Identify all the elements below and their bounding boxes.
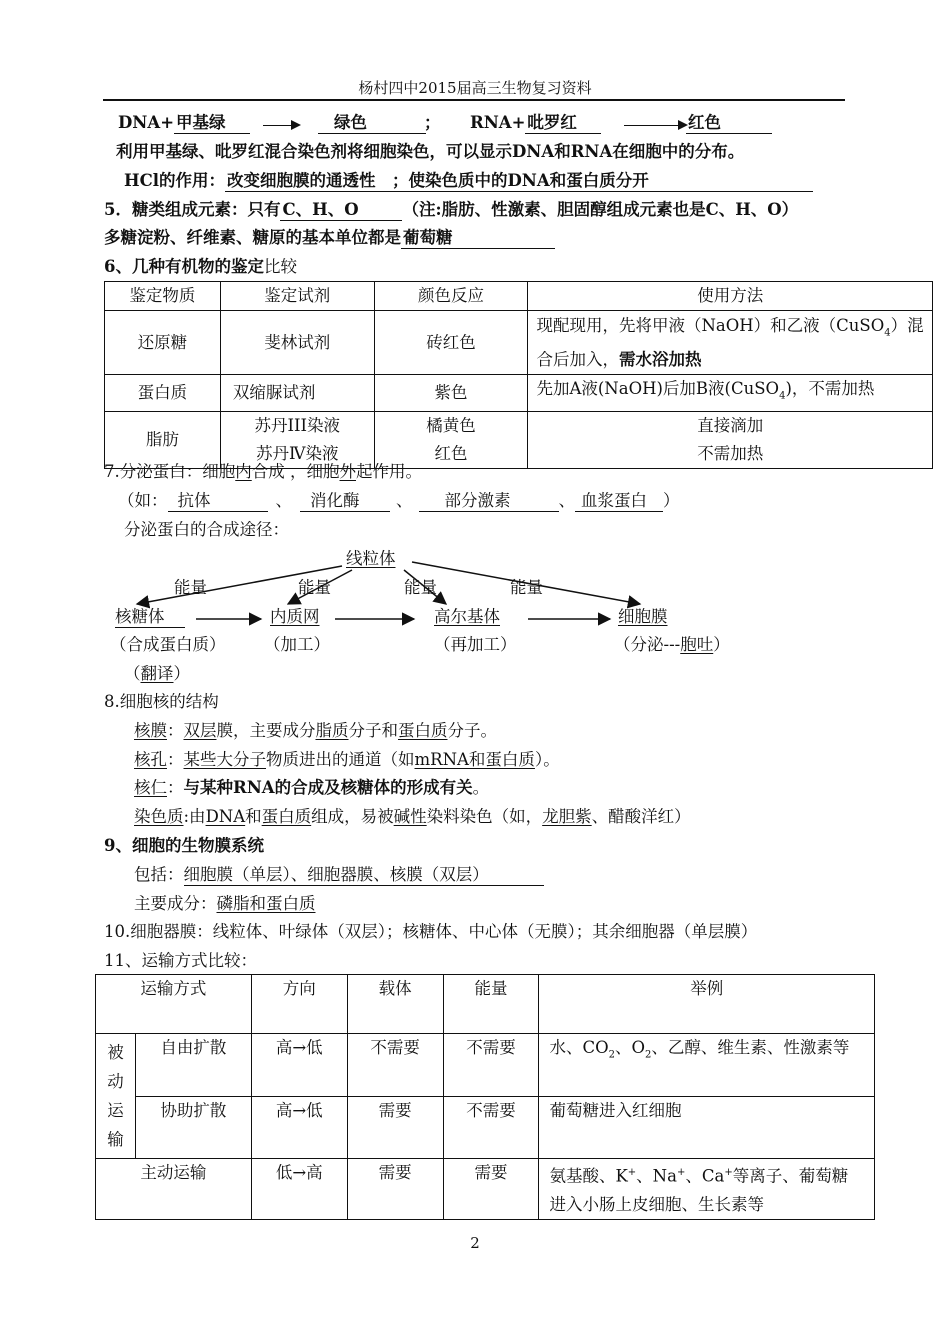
nuclear-envelope-label: 核膜 [134,721,167,740]
example-text: 、Na [636,1166,677,1186]
includes-label: 包括： [134,865,184,884]
table-row [96,1034,875,1097]
table-cell: 斐林试剂 [220,311,374,375]
table-cell [539,1034,875,1097]
stain-distribution-line: 利用甲基绿、吡罗红混合染色剂将细胞染色，可以显示DNA和RNA在细胞中的分布。 [116,142,745,161]
table-cell: 主动运输 [96,1159,252,1220]
table-cell: 需要 [347,1159,443,1220]
table-cell [539,1159,875,1220]
eg-enzyme: 消化酶 [300,491,390,512]
biomembrane-includes [134,864,544,886]
chromatin-label: 染色质 [134,807,184,826]
color-line: 橘黄色 [426,415,476,435]
rna-reagent: 吡罗红 [525,113,601,134]
table-cell: 自由扩散 [135,1034,251,1097]
table-header-cell: 鉴定试剂 [220,282,374,311]
table-header-cell: 能量 [443,975,539,1034]
energy-label-3: 能量 [404,578,437,597]
secretory-outside: 外 [339,462,356,481]
rna-color: 红色 [686,113,772,134]
method-text: ）混 [890,316,924,335]
table-cell: 高→低 [251,1034,347,1097]
membrane-note [614,634,730,656]
secretory-inside: 内 [235,462,252,481]
underlined-text: 蛋白质 [261,807,312,826]
reagent-line: 苏丹III染液 [254,415,341,435]
membrane-note-text: （分泌--- [614,635,681,654]
underlined-text: 碱性 [393,807,427,826]
table-header-cell: 载体 [347,975,443,1034]
biomembrane-composition [134,893,316,915]
example-text: 、Ca [685,1166,725,1186]
text: 分子和 [348,721,398,740]
nuclear-pore-label: 核孔 [134,750,167,769]
table-row [96,1159,875,1220]
secretory-text: 起作用。 [356,462,422,481]
underlined-text: 脂质 [315,721,349,740]
table-header-cell: 举例 [539,975,875,1034]
table-header-cell: 运输方式 [96,975,252,1034]
method-text: 合后加入， [536,350,619,370]
table-header-cell: 使用方法 [528,282,933,311]
energy-label-2: 能量 [298,578,331,597]
eg-sep: 、 [275,491,292,510]
page-header-title: 杨村四中2015届高三生物复习资料 [358,79,592,97]
example-sub: 2 [645,1049,652,1061]
example-text: 氨基酸、K [549,1166,628,1186]
ribosome-note: （合成蛋白质） [110,635,226,654]
translation-underlined: 翻译 [140,664,174,683]
energy-label-4: 能量 [510,578,543,597]
dna-reagent: 甲基绿 [174,113,250,134]
method-text: 现配现用，先将甲液（NaOH）和乙液（CuSO [536,316,885,335]
hcl-value: 改变细胞膜的通透性 ；使染色质中的DNA和蛋白质分开 [225,171,813,192]
identify-title-bold: 6、几种有机物的鉴定 [104,257,264,276]
chromatin-line [134,806,691,828]
membrane-label: 细胞膜 [618,607,668,626]
sugar-prefix: 5．糖类组成元素：只有 [104,200,281,219]
nucleus-title: 8.细胞核的结构 [104,692,219,711]
method-sub: 4 [884,327,891,339]
table-header-cell: 鉴定物质 [105,282,221,311]
organelle-membrane-line: 10.细胞器膜：线粒体、叶绿体（双层）；核糖体、中心体（无膜）；其余细胞器（单层膜） [104,922,758,941]
table-header-cell: 方向 [251,975,347,1034]
text: ： [167,778,184,797]
biomembrane-title: 9、细胞的生物膜系统 [104,836,264,855]
nucleolus-line [134,777,489,799]
eg-plasma-protein: 血浆蛋白 [575,491,663,512]
example-sup: + [676,1167,686,1178]
example-text: 等离子、葡萄糖 [732,1166,849,1186]
eg-sep: 、 [558,491,575,510]
er-label: 内质网 [270,607,320,626]
transport-table [95,974,875,1220]
polysaccharide-unit: 葡萄糖 [401,228,555,249]
translation-text: （ [124,664,141,683]
eg-close: ） [663,491,680,510]
table-cell: 低→高 [251,1159,347,1220]
translation-text: ） [173,664,190,683]
sugar-note: （注:脂肪、性激素、胆固醇组成元素也是C、H、O） [402,200,799,219]
energy-label-1: 能量 [174,578,207,597]
method-sub: 4 [779,390,786,402]
eg-hormone: 部分激素 [419,491,559,512]
page-number: 2 [470,1234,480,1252]
transport-title: 11、运输方式比较： [104,951,257,970]
secretory-text: 7.分泌蛋白：细胞 [104,462,236,481]
composition-label: 主要成分： [134,894,217,913]
example-text: 水、CO [549,1038,609,1057]
sugar-elements: C、H、O [280,200,402,221]
table-header-row [96,975,875,1034]
ribosome-label [115,606,185,628]
bold-text: 与某种RNA的合成及核糖体的形成有关 [183,778,473,797]
passive-transport-cell: 被动运输 [96,1034,136,1159]
table-header-cell: 颜色反应 [374,282,528,311]
text: 、醋酸洋红） [591,807,691,826]
text: 。 [472,778,490,797]
table-cell: 砖红色 [374,311,528,375]
er-note: （加工） [264,635,330,654]
reagent-line: 苏丹Ⅳ染液 [256,443,339,463]
text: 染料染色（如， [426,807,543,826]
translation-note [124,663,190,685]
ribosome-text: 核糖体 [115,607,185,628]
example-text: 进入小肠上皮细胞、生长素等 [549,1194,764,1214]
text: ）。 [534,750,560,769]
exocytosis-text: 胞吐 [680,635,714,654]
golgi-label: 高尔基体 [434,607,500,626]
text: :由 [183,807,206,826]
example-text: 、O [614,1038,646,1057]
example-sup: + [627,1167,637,1178]
method-text: )，不需加热 [785,379,875,399]
nuclear-envelope-line [134,720,497,742]
method-text: 先加A液(NaOH)后加B液(CuSO [536,379,780,399]
table-cell: 协助扩散 [135,1096,251,1159]
text: 组成，易被 [311,807,394,826]
underlined-text: 龙胆紫 [542,807,592,826]
underlined-text: 蛋白质 [398,721,448,740]
dna-label: DNA+ [118,113,175,132]
example-text: 、乙醇、维生素、性激素等 [651,1038,850,1057]
membrane-note-text: ） [713,635,730,654]
mitochondria-label: 线粒体 [346,549,396,568]
table-cell: 紫色 [374,375,528,411]
table-cell: 需要 [443,1159,539,1220]
dna-rna-separator: ； [424,113,441,132]
underlined-text: 双层 [183,721,217,740]
color-line: 红色 [434,443,468,463]
text: 膜，主要成分 [216,721,316,740]
eg-antibody: 抗体 [168,491,268,512]
underlined-text: DNA [205,807,246,826]
nuclear-pore-line [134,749,560,771]
method-line: 直接滴加 [697,415,764,435]
text: 和 [245,807,262,826]
includes-value: 细胞膜（单层）、细胞器膜、核膜（双层） [184,865,544,886]
rna-label: RNA+ [470,113,526,132]
eg-sep: 、 [396,491,413,510]
table-cell: 需要 [347,1096,443,1159]
composition-value: 磷脂和蛋白质 [216,894,316,913]
text: 物质进出的通道（如 [266,750,415,769]
underlined-text: mRNA和蛋白质 [414,750,535,769]
golgi-note: （再加工） [434,635,517,654]
text: ： [167,750,184,769]
table-cell: 还原糖 [105,311,221,375]
text: ： [167,721,184,740]
method-bold: 需水浴加热 [618,350,702,370]
table-cell: 不需要 [443,1034,539,1097]
underlined-text: 某些大分子 [183,750,266,769]
table-cell: 高→低 [251,1096,347,1159]
hcl-label: HCl的作用： [124,171,225,190]
method-line: 不需加热 [697,443,764,463]
synthesis-path-title: 分泌蛋白的合成途径： [124,520,289,539]
table-cell: 脂肪 [105,411,221,468]
polysaccharide-prefix: 多糖淀粉、纤维素、糖原的基本单位都是 [104,228,401,247]
table-cell: 蛋白质 [105,375,221,411]
table-cell: 双缩脲试剂 [220,375,374,411]
nucleolus-label: 核仁 [134,778,167,797]
dna-color: 绿色 [318,113,426,134]
table-cell: 不需要 [347,1034,443,1097]
example-sup: + [724,1167,733,1178]
table-row [96,1096,875,1159]
table-cell: 不需要 [443,1096,539,1159]
identify-title-rest: 比较 [263,257,297,276]
text: 分子。 [447,721,497,740]
table-cell: 葡萄糖进入红细胞 [539,1096,875,1159]
example-sub: 2 [608,1049,615,1061]
secretory-text: 合成 ，细胞 [251,462,340,481]
eg-open: （如： [118,491,168,510]
